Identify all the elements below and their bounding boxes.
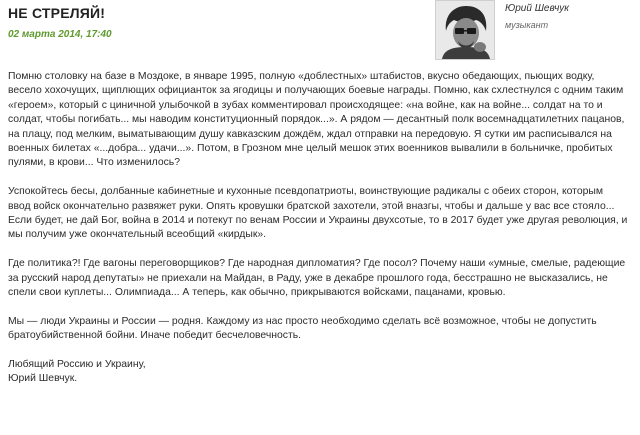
paragraph-4: Мы — люди Украины и России — родня. Каждому из нас просто необходимо сделать всё возможное, чтобы не допустить братоубийственной бойни. Иначе победит бесчеловечность. xyxy=(8,315,597,342)
author-name-link[interactable]: Юрий Шевчук xyxy=(505,3,570,14)
signature-line-2: Юрий Шевчук. xyxy=(8,373,78,385)
author-card xyxy=(435,0,635,60)
author-role: музыкант xyxy=(505,20,549,30)
author-avatar[interactable] xyxy=(435,0,495,60)
publish-date: 02 марта 2014, 17:40 xyxy=(8,29,112,40)
author-photo-icon xyxy=(436,1,494,59)
article-title: НЕ СТРЕЛЯЙ! xyxy=(8,5,106,21)
signature xyxy=(8,358,628,387)
signature-line-1: Любящий Россию и Украину, xyxy=(8,359,146,371)
paragraph-3: Где политика?! Где вагоны переговорщиков? Где народная дипломатия? Где посол? Почему наши «умные, смелые, радеющие за русский народ депутаты» не приехали на Майдан, в Раду, уже в декабре прошлого года, бесстрашно не высказались, не спели свои куплеты... Олимпиада... А теперь, как обычно, прикрываются войсками, пацанами, кровью. xyxy=(8,258,626,299)
article-header xyxy=(0,0,640,62)
article-body xyxy=(8,70,628,387)
paragraph-1: Помню столовку на базе в Моздоке, в январе 1995, полную «доблестных» штабистов, вкусно обедающих, пьющих водку, весело хохочущих, щиплющих официанток за ягодицы и получающих боевые награды. Помню, как схлестнулся с одним таким «героем», который с циничной улыбочкой в зубах комментировал происходящее: «на войне, как на войне... солдат на то и солдат, чтобы погибать... мы наводим конституционный порядок...». А рядом — десантный полк восемнадцатилетних пацанов, на плацу, под мелким, выматывающим душу кавказским дождём, ждал отправки на передовую. Я сутки им расписывался на военных билетах «...добра... удачи...». Потом, в Грозном мне целый мешок этих военников вывалили в больничке, пробитых пулями, в крови... Что изменилось? xyxy=(8,71,625,169)
paragraph-2: Успокойтесь бесы, долбанные кабинетные и кухонные псевдопатриоты, воинствующие радикалы с обеих сторон, которым ввод войск окончательно развяжет руки. Опять кровушки братской захотели, этой вназгы, чтобы и дальше у вас все стояло... Если будет, не дай Бог, война в 2014 и потекут по венам России и Украины двухсотые, то в 2017 будет уже другая революция, и мы получим уже окончательный всеобщий «кирдык». xyxy=(8,186,628,241)
